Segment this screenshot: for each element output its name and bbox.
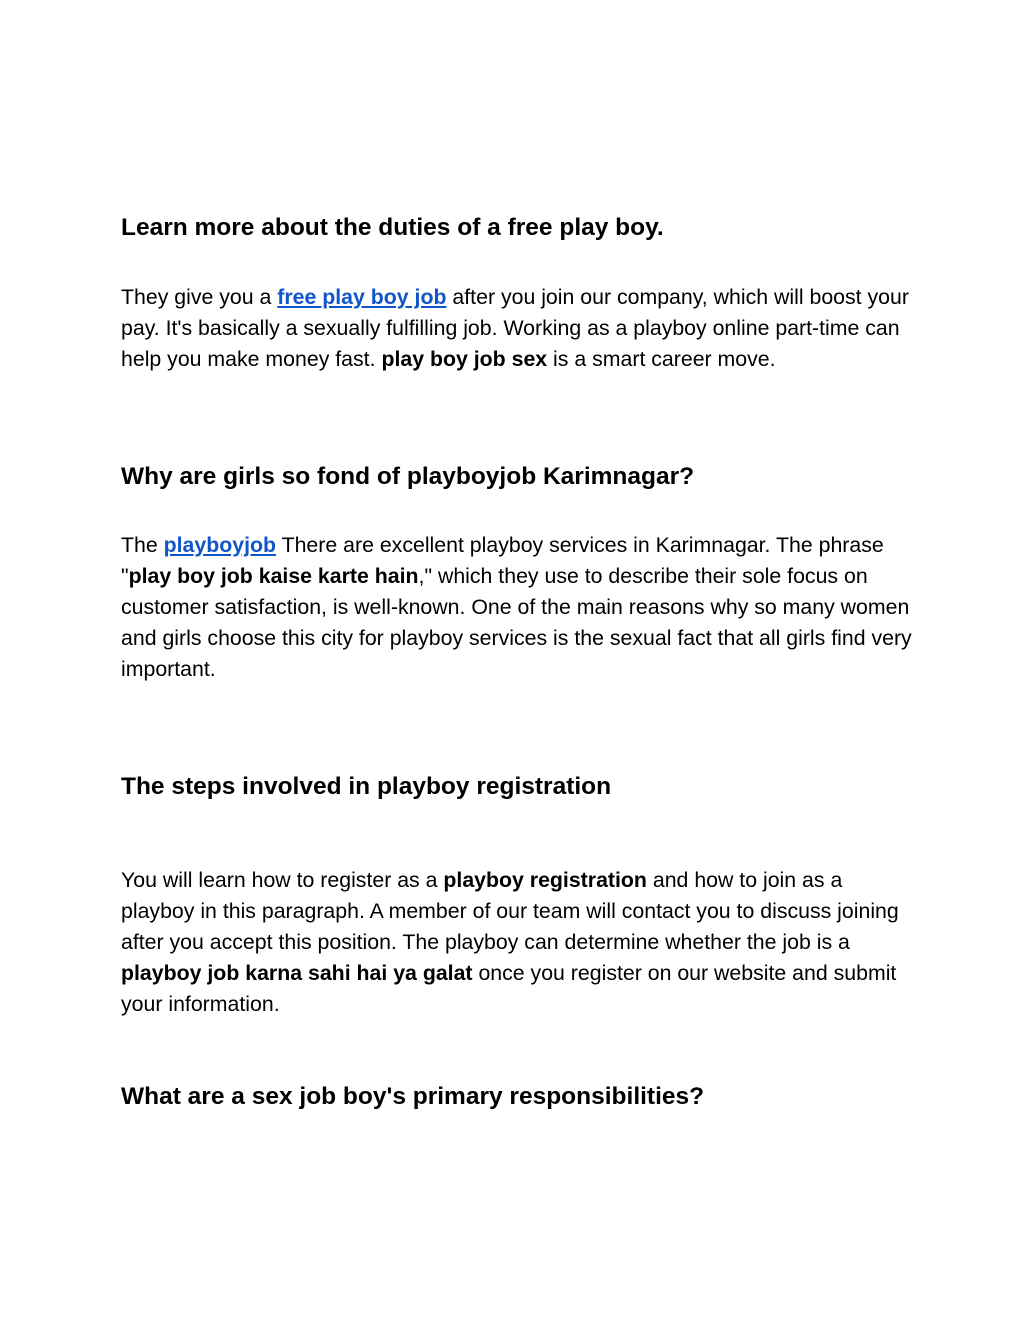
bold-phrase: play boy job sex — [381, 347, 548, 371]
free-play-boy-job-link[interactable]: free play boy job — [277, 285, 447, 309]
text-segment: The — [121, 533, 164, 557]
section-heading-responsibilities: What are a sex job boy's primary responsibilities? — [121, 1083, 705, 1110]
section-heading-girls-fond: Why are girls so fond of playboyjob Karimnagar? — [121, 463, 695, 490]
paragraph-registration-steps — [121, 865, 921, 1020]
text-segment: and how to join as a playboy in this paragraph. A member of our team will contact you to discuss joining after you accept this position. The playboy can determine whether the job is a — [121, 868, 899, 954]
section-heading-duties: Learn more about the duties of a free play boy. — [121, 214, 664, 241]
playboyjob-link[interactable]: playboyjob — [163, 533, 277, 557]
text-segment: after you join our company, which will boost your pay. It's basically a sexually fulfilling job. Working as a playboy online part-time can help you make money fast. — [121, 285, 909, 371]
paragraph-girls-fond — [121, 530, 921, 685]
bold-phrase: playboy job karna sahi hai ya galat — [121, 961, 473, 985]
paragraph-duties — [121, 282, 921, 375]
text-segment: You will learn how to register as a — [121, 868, 444, 892]
text-segment: once you register on our website and submit your information. — [121, 961, 897, 1016]
bold-phrase: play boy job kaise karte hain — [128, 564, 419, 588]
text-segment: ," which they use to describe their sole focus on customer satisfaction, is well-known. One of the main reasons why so many women and girls choose this city for playboy services is the sexual fact that all girls find very important. — [121, 564, 912, 681]
text-segment: is a smart career move. — [547, 347, 776, 371]
text-segment: They give you a — [121, 285, 278, 309]
bold-phrase: playboy registration — [443, 868, 647, 892]
section-heading-registration-steps: The steps involved in playboy registration — [121, 773, 612, 800]
text-segment: There are excellent playboy services in Karimnagar. The phrase " — [121, 533, 884, 588]
